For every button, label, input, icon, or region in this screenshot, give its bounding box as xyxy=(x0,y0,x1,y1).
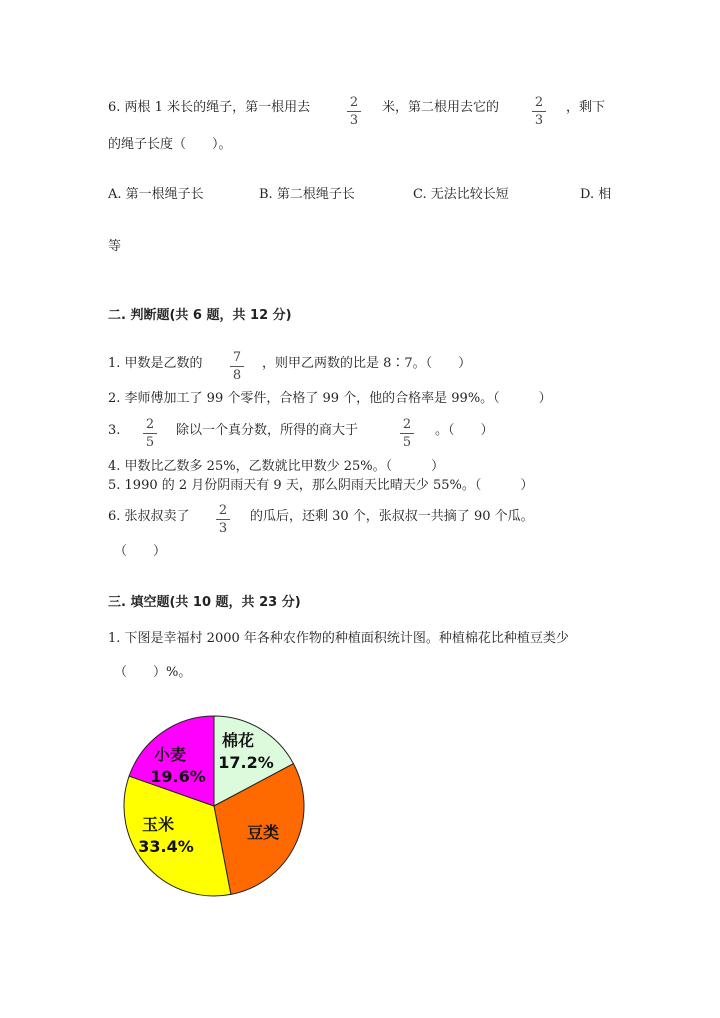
pie-slice-name-label: 豆类 xyxy=(246,823,280,842)
fraction-numerator: 2 xyxy=(534,95,544,110)
s2-q6-post: 的瓜后，还剩 30 个，张叔叔一共摘了 90 个瓜。 xyxy=(250,509,534,524)
pie-slice-value-label: 17.2% xyxy=(218,753,274,772)
pie-slice-name-label: 小麦 xyxy=(153,745,187,764)
q6-fraction-2 xyxy=(531,95,547,128)
fraction-numerator: 2 xyxy=(349,95,359,110)
q6-text-line2: 的绳子长度（ ）。 xyxy=(108,137,232,152)
s2-q1-fraction xyxy=(229,350,245,383)
fraction-denominator: 5 xyxy=(402,435,412,450)
fraction-denominator: 5 xyxy=(145,435,155,450)
s2-q1-pre: 1. 甲数是乙数的 xyxy=(108,356,203,371)
q6-option-c[interactable]: C. 无法比较长短 xyxy=(413,187,509,202)
s2-q1-post: ，则甲乙两数的比是 8∶7。（ ） xyxy=(262,356,472,371)
fraction-numerator: 7 xyxy=(232,350,242,365)
q6-text-part3: ，剩下 xyxy=(566,100,606,115)
q6-text-part2: 米，第二根用去它的 xyxy=(382,100,500,115)
fraction-numerator: 2 xyxy=(145,417,155,432)
section3-heading: 三. 填空题(共 10 题，共 23 分) xyxy=(108,595,301,610)
q6-option-d-wrap: 等 xyxy=(108,239,122,254)
fraction-numerator: 2 xyxy=(218,503,228,518)
s2-q6-blank: （ ） xyxy=(114,544,167,559)
pie-slice-name-label: 棉花 xyxy=(221,731,255,750)
s2-q6-pre: 6. 张叔叔卖了 xyxy=(108,509,190,524)
s2-q3-pre: 3. xyxy=(108,423,121,438)
crop-area-pie-chart xyxy=(118,710,318,904)
fraction-denominator: 3 xyxy=(349,113,359,128)
pie-slice-value-label: 19.6% xyxy=(150,767,206,786)
fraction-denominator: 8 xyxy=(232,368,242,383)
s2-q3-post: 。（ ） xyxy=(435,423,494,438)
s2-q6-fraction xyxy=(215,503,231,536)
s2-q2: 2. 李师傅加工了 99 个零件，合格了 99 个，他的合格率是 99%。（ ） xyxy=(108,391,552,406)
s2-q3-mid: 除以一个真分数，所得的商大于 xyxy=(176,423,359,438)
pie-slice-name-label: 玉米 xyxy=(141,815,175,834)
s2-q3-fraction-2 xyxy=(399,417,415,450)
fraction-numerator: 2 xyxy=(402,417,412,432)
pie-slice-value-label: 33.4% xyxy=(138,837,194,856)
q6-option-b[interactable]: B. 第二根绳子长 xyxy=(259,187,355,202)
s2-q3-fraction-1 xyxy=(142,417,158,450)
q6-text-part1: 6. 两根 1 米长的绳子，第一根用去 xyxy=(108,100,311,115)
q6-option-d[interactable]: D. 相 xyxy=(580,187,612,202)
q6-option-a[interactable]: A. 第一根绳子长 xyxy=(108,187,204,202)
s3-q1-line2: （ ）%。 xyxy=(114,665,192,680)
s2-q4: 4. 甲数比乙数多 25%，乙数就比甲数少 25%。（ ） xyxy=(108,459,445,474)
s2-q5: 5. 1990 的 2 月份阴雨天有 9 天，那么阴雨天比晴天少 55%。（ ） xyxy=(108,478,534,493)
q6-fraction-1 xyxy=(346,95,362,128)
section2-heading: 二. 判断题(共 6 题，共 12 分) xyxy=(108,308,292,323)
fraction-denominator: 3 xyxy=(218,521,228,536)
fraction-denominator: 3 xyxy=(534,113,544,128)
s3-q1-line1: 1. 下图是幸福村 2000 年各种农作物的种植面积统计图。种植棉花比种植豆类少 xyxy=(108,631,569,646)
